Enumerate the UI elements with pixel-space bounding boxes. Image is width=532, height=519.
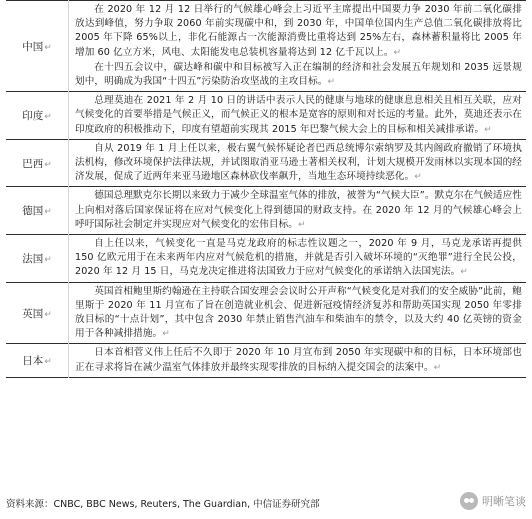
paragraph-mark-icon: ↵	[44, 357, 52, 368]
policy-text-cell	[69, 1, 527, 92]
policy-paragraph-text: 总理莫迪在 2021 年 2 月 10 日的讲话中表示人民的健康与地球的健康息息相关且相互关联，应对气候变化的首要举措是气候正义，而气候正义的根本是宽容的原则和对长远的考量。此外，莫迪还表示在印度政府的积极推动下，印度有望超前实现其 2015 年巴黎气候大会上的目标和相关减排承诺。	[75, 95, 522, 135]
country-cell	[6, 282, 69, 344]
policy-text-cell	[69, 282, 527, 344]
country-cell	[6, 187, 69, 235]
country-cell	[6, 92, 69, 140]
paragraph-mark-icon: ↵	[44, 159, 52, 170]
policy-paragraph-text: 自上任以来，气候变化一直是马克龙政府的标志性议题之一，2020 年 9 月，马克龙承诺再提供 150 亿欧元用于在未来两年内应对气候危机的措施，并就是否引入破坏环境的“灭绝罪”进行全民公投，2020 年 12 月 15 日，马克龙决定推进将法国致力于应对气候变化的承诺纳入法国宪法。	[75, 238, 522, 278]
policy-paragraph	[75, 3, 522, 60]
paragraph-mark-icon: ↵	[414, 172, 422, 183]
paragraph-mark-icon: ↵	[44, 112, 52, 123]
paragraph-mark-icon: ↵	[327, 77, 336, 88]
table-row	[6, 1, 526, 92]
paragraph-mark-icon: ↵	[484, 124, 492, 135]
watermark	[460, 492, 526, 510]
paragraph-mark-icon: ↵	[44, 207, 52, 218]
country-name: 德国	[22, 205, 44, 218]
policy-text-cell	[69, 187, 527, 235]
country-name: 法国	[22, 252, 44, 265]
country-name: 日本	[22, 355, 44, 368]
country-cell	[6, 235, 69, 283]
policy-paragraph	[75, 142, 522, 185]
policy-paragraph-text: 日本首相菅义伟上任后不久即于 2020 年 10 月宣布到 2050 年实现碳中和的目标，日本环境部也正在寻求将旨在减少温室气体排放并最终实现零排放的目标纳入提交国会的法案中。	[75, 347, 522, 373]
policy-paragraph-text: 在十四五会议中，碳达峰和碳中和目标被写入正在编制的经济和社会发展五年规划和 2035 远景规划中，明确成为我国“十四五”污染防治攻坚战的主攻目标。	[75, 61, 522, 88]
paragraph-mark-icon: ↵	[460, 267, 468, 278]
table-row	[6, 139, 526, 187]
paragraph-mark-icon: ↵	[44, 254, 52, 265]
policy-paragraph	[75, 346, 522, 374]
policy-paragraph	[75, 189, 522, 232]
policy-paragraph	[75, 61, 522, 89]
table-row	[6, 235, 526, 283]
policy-text-cell	[69, 344, 527, 377]
table-row	[6, 282, 526, 344]
table-row	[6, 344, 526, 377]
country-policy-table	[6, 0, 526, 378]
policy-paragraph-text: 在 2020 年 12 月 12 日举行的气候雄心峰会上习近平主席提出中国要力争 2030 年前二氧化碳排放达到峰值，努力争取 2060 年前实现碳中和，到 2030 年，中国单位国内生产总值二氧化碳排放将比 2005 年下降 65%以上，非化石能源占一次能源消费比重将达到 25%左右，森林蓄积量将比 2005 年增加 60 亿立方米，风电、太阳能发电总装机容量将达到 12 亿千瓦以上。	[75, 4, 522, 58]
policy-text-cell	[69, 139, 527, 187]
table-row	[6, 92, 526, 140]
country-cell	[6, 1, 69, 92]
paragraph-mark-icon: ↵	[433, 362, 442, 373]
policy-text-cell	[69, 235, 527, 283]
country-cell	[6, 344, 69, 377]
paragraph-mark-icon: ↵	[44, 309, 52, 320]
policy-paragraph-text: 英国首相鲍里斯约翰逊在主持联合国安理会会议时公开声称“气候变化是对我们的安全威胁”此前，鲍里斯于 2020 年 11 月宣布了旨在创造就业机会、促进新冠疫情经济复苏和帮助英国实现 2050 年零排放目标的“十点计划”，其中包含 2030 年禁止销售汽油车和柴油车的禁令，以及大约 40 亿英镑的资金用于各种减排措施。	[75, 285, 522, 340]
paragraph-mark-icon: ↵	[393, 47, 402, 58]
policy-paragraph	[75, 285, 522, 342]
country-name: 中国	[22, 40, 44, 53]
country-cell	[6, 139, 69, 187]
country-name: 英国	[22, 307, 44, 320]
source-note: 资料来源：CNBC, BBC News, Reuters, The Guardian, 中信证券研究部	[6, 499, 320, 510]
table-row	[6, 187, 526, 235]
paragraph-mark-icon: ↵	[44, 42, 52, 53]
paragraph-mark-icon: ↵	[297, 219, 306, 230]
wechat-logo-icon	[460, 492, 478, 510]
policy-paragraph-text: 德国总理默克尔长期以来致力于减少全球温室气体的排放，被誉为“气候大臣”。默克尔在气候适应性上向相对落后国家保证将在应对气候变化上得到德国的财政支持。在 2020 年 12 月的气候雄心峰会上呼吁国际社会制定并实现应对气候变化的宏伟目标。	[75, 190, 522, 230]
country-name: 印度	[22, 110, 44, 123]
policy-paragraph	[75, 94, 522, 137]
policy-text-cell	[69, 92, 527, 140]
paragraph-mark-icon: ↵	[162, 329, 170, 340]
watermark-text: 明晰笔谈	[482, 495, 526, 508]
country-name: 巴西	[22, 157, 44, 170]
policy-paragraph	[75, 237, 522, 280]
table-body	[6, 1, 526, 378]
policy-paragraph-text: 自从 2019 年 1 月上任以来，极右翼气候怀疑论者巴西总统博尔索纳罗及其内阁政府撤销了环境执法机构，修改环境保护法律法规，并试图取消亚马逊土著相关权利，计划大规模开发雨林以实现本国的经济发展，促成了近两年来亚马逊地区森林砍伐率飙升，当地生态环境持续恶化。	[75, 142, 522, 183]
